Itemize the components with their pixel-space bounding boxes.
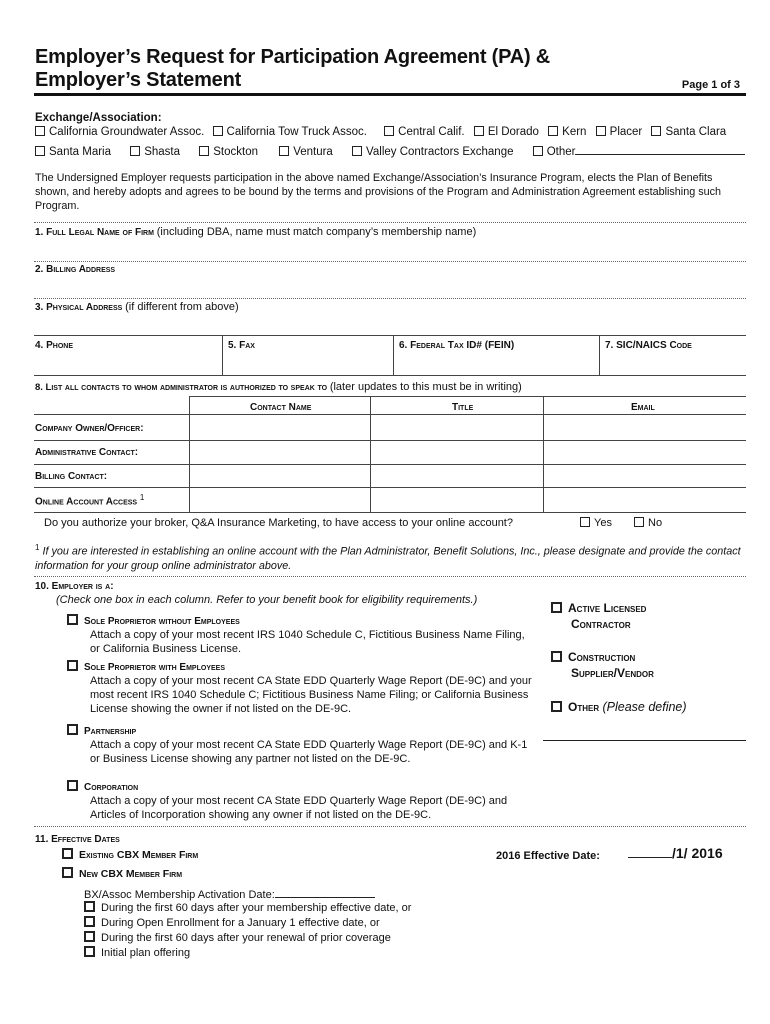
option-partnership[interactable]: Partnership Attach a copy of your most recent CA State EDD Quarterly Wage Report (DE-9C) and K-1 or Business License showing any partner not listed on the DE-9C.	[67, 724, 537, 766]
checkbox-icon	[279, 146, 289, 156]
checkbox-santa-clara[interactable]: Santa Clara	[651, 126, 726, 138]
checkbox-el-dorado[interactable]: El Dorado	[474, 126, 539, 138]
effective-date-field[interactable]: /1/ 2016	[628, 845, 723, 861]
authorize-yes[interactable]: Yes	[580, 517, 612, 529]
checkbox-santa-maria[interactable]: Santa Maria	[35, 146, 111, 158]
option-open-enrollment[interactable]: During Open Enrollment for a January 1 effective date, or	[84, 916, 380, 929]
checkbox-icon	[384, 126, 394, 136]
checkbox-icon	[67, 660, 78, 671]
field-1-input[interactable]	[34, 240, 746, 260]
effective-month-blank[interactable]	[628, 845, 672, 858]
exchange-row2	[35, 142, 745, 158]
checkbox-icon	[62, 848, 73, 859]
checkbox-icon	[84, 916, 95, 927]
checkbox-icon	[35, 146, 45, 156]
option-sole-proprietor-with[interactable]: Sole Proprietor with Employees Attach a copy of your most recent CA State EDD Quarterly Wage Report (DE-9C) and your most recent IRS 1040 Schedule C; Fictitious Business Name Filing; or California Business License showing the owner if not listed on the DE-9C.	[67, 660, 537, 716]
intro-paragraph: The Undersigned Employer requests participation in the above named Exchange/Association’s Insurance Program, elects the Plan of Benefits shown, and hereby adopts and agrees to be bound by the terms and provisions of the Program and Administration Agreement establishing such Program.	[35, 172, 722, 212]
option-sole-proprietor-without[interactable]: Sole Proprietor without Employees Attach a copy of your most recent IRS 1040 Schedule C, Fictitious Business Name Filing, or California Business License.	[67, 614, 537, 656]
page-number: Page 1 of 3	[681, 79, 740, 91]
divider	[34, 222, 746, 223]
form-title-line1: Employer’s Request for Participation Agreement (PA) &	[35, 46, 551, 68]
option-existing-member[interactable]: Existing CBX Member Firm	[62, 848, 198, 861]
row-owner-officer: Company Owner/Officer:	[35, 423, 144, 434]
activation-date-row: BX/Assoc Membership Activation Date:	[84, 886, 375, 901]
cell-divider	[393, 335, 394, 375]
checkbox-stockton[interactable]: Stockton	[199, 146, 258, 158]
contacts-heading: 8. List all contacts to whom administrator is authorized to speak to (later updates to this must be in writing)	[35, 381, 522, 393]
checkbox-icon	[596, 126, 606, 136]
authorize-question: Do you authorize your broker, Q&A Insurance Marketing, to have access to your online account?	[44, 517, 513, 529]
checkbox-central-calif[interactable]: Central Calif.	[384, 126, 464, 138]
divider	[34, 375, 746, 376]
field-7-label: 7. SIC/NAICS Code	[605, 340, 692, 351]
contacts-table-top	[189, 396, 746, 397]
effective-date-label: 2016 Effective Date:	[496, 850, 600, 862]
field-3-input[interactable]	[34, 316, 746, 334]
other-define-field[interactable]	[543, 740, 746, 741]
checkbox-icon	[551, 651, 562, 662]
contact-input-grid[interactable]	[190, 415, 746, 511]
authorize-no[interactable]: No	[634, 517, 662, 529]
option-after-renewal[interactable]: During the first 60 days after your renewal of prior coverage	[84, 931, 391, 944]
option-construction-supplier[interactable]: Construction Supplier/Vendor	[551, 649, 654, 681]
cell-divider	[222, 335, 223, 375]
col-email: Email	[631, 402, 655, 413]
cell-divider	[599, 335, 600, 375]
checkbox-ventura[interactable]: Ventura	[279, 146, 333, 158]
checkbox-icon	[84, 946, 95, 957]
checkbox-icon	[199, 146, 209, 156]
row-administrative-contact: Administrative Contact:	[35, 447, 139, 458]
divider	[34, 576, 746, 577]
fax-input[interactable]	[224, 354, 392, 374]
checkbox-icon	[580, 517, 590, 527]
checkbox-icon	[62, 867, 73, 878]
checkbox-placer[interactable]: Placer	[596, 126, 643, 138]
checkbox-icon	[213, 126, 223, 136]
form-title-line2: Employer’s Statement	[35, 69, 242, 91]
checkbox-icon	[67, 780, 78, 791]
checkbox-icon	[67, 724, 78, 735]
checkbox-icon	[67, 614, 78, 625]
checkbox-icon	[84, 901, 95, 912]
checkbox-icon	[35, 126, 45, 136]
effective-heading: 11. Effective Dates	[35, 834, 120, 845]
sic-naics-input[interactable]	[601, 354, 745, 374]
checkbox-california-groundwater[interactable]: California Groundwater Assoc.	[35, 126, 204, 138]
header-rule	[34, 93, 746, 96]
activation-date-field[interactable]	[275, 886, 375, 898]
row-online-account-access: Online Account Access $^1$	[35, 493, 145, 508]
checkbox-california-tow-truck[interactable]: California Tow Truck Assoc.	[213, 126, 367, 138]
fein-input[interactable]	[395, 354, 598, 374]
exchange-label: Exchange/Association:	[35, 112, 162, 124]
field-4-label: 4. Phone	[35, 340, 74, 351]
divider	[34, 298, 746, 299]
checkbox-icon	[533, 146, 543, 156]
checkbox-icon	[84, 931, 95, 942]
row-billing-contact: Billing Contact:	[35, 471, 108, 482]
divider	[34, 261, 746, 262]
field-1-label: 1. Full Legal Name of Firm (including DBA, name must match company’s membership name)	[35, 226, 477, 238]
option-first-60-days[interactable]: During the first 60 days after your membership effective date, or	[84, 901, 411, 914]
employer-instruction: (Check one box in each column. Refer to your benefit book for eligibility requirements.)	[56, 594, 478, 606]
checkbox-valley-contractors[interactable]: Valley Contractors Exchange	[352, 146, 513, 158]
divider	[34, 826, 746, 827]
divider	[34, 335, 746, 336]
exchange-row1	[35, 126, 726, 138]
checkbox-icon	[130, 146, 140, 156]
checkbox-icon	[551, 602, 562, 613]
employer-heading: 10. Employer is a:	[35, 581, 114, 592]
checkbox-icon	[474, 126, 484, 136]
checkbox-other[interactable]: Other	[533, 146, 576, 158]
checkbox-shasta[interactable]: Shasta	[130, 146, 180, 158]
col-contact-name: Contact Name	[250, 402, 312, 413]
field-3-label: 3. Physical Address (if different from above)	[35, 301, 239, 313]
checkbox-icon	[634, 517, 644, 527]
col-title: Title	[452, 402, 474, 413]
checkbox-icon	[651, 126, 661, 136]
field-2-label: 2. Billing Address	[35, 264, 116, 275]
contacts-table-bottom	[34, 512, 746, 513]
checkbox-icon	[548, 126, 558, 136]
checkbox-icon	[551, 701, 562, 712]
option-new-member[interactable]: New CBX Member Firm	[62, 867, 182, 880]
field-6-label: 6. Federal Tax ID# (FEIN)	[399, 340, 515, 351]
option-active-licensed-contractor[interactable]: Active Licensed Contractor	[551, 600, 646, 632]
checkbox-kern[interactable]: Kern	[548, 126, 586, 138]
footnote: $^1$ If you are interested in establishing an online account with the Plan Administrator, Benefit Solutions, Inc., please designate and provide the contact information for your group online administrator above.	[35, 543, 741, 572]
other-exchange-field[interactable]	[575, 142, 745, 155]
phone-input[interactable]	[34, 354, 220, 374]
option-other[interactable]: Other (Please define)	[551, 699, 687, 715]
option-corporation[interactable]: Corporation Attach a copy of your most recent CA State EDD Quarterly Wage Report (DE-9C) and Articles of Incorporation showing any owner if not listed on the DE-9C.	[67, 780, 537, 822]
field-5-label: 5. Fax	[228, 340, 255, 351]
checkbox-icon	[352, 146, 362, 156]
option-initial-plan[interactable]: Initial plan offering	[84, 946, 190, 959]
field-2-input[interactable]	[34, 278, 746, 297]
